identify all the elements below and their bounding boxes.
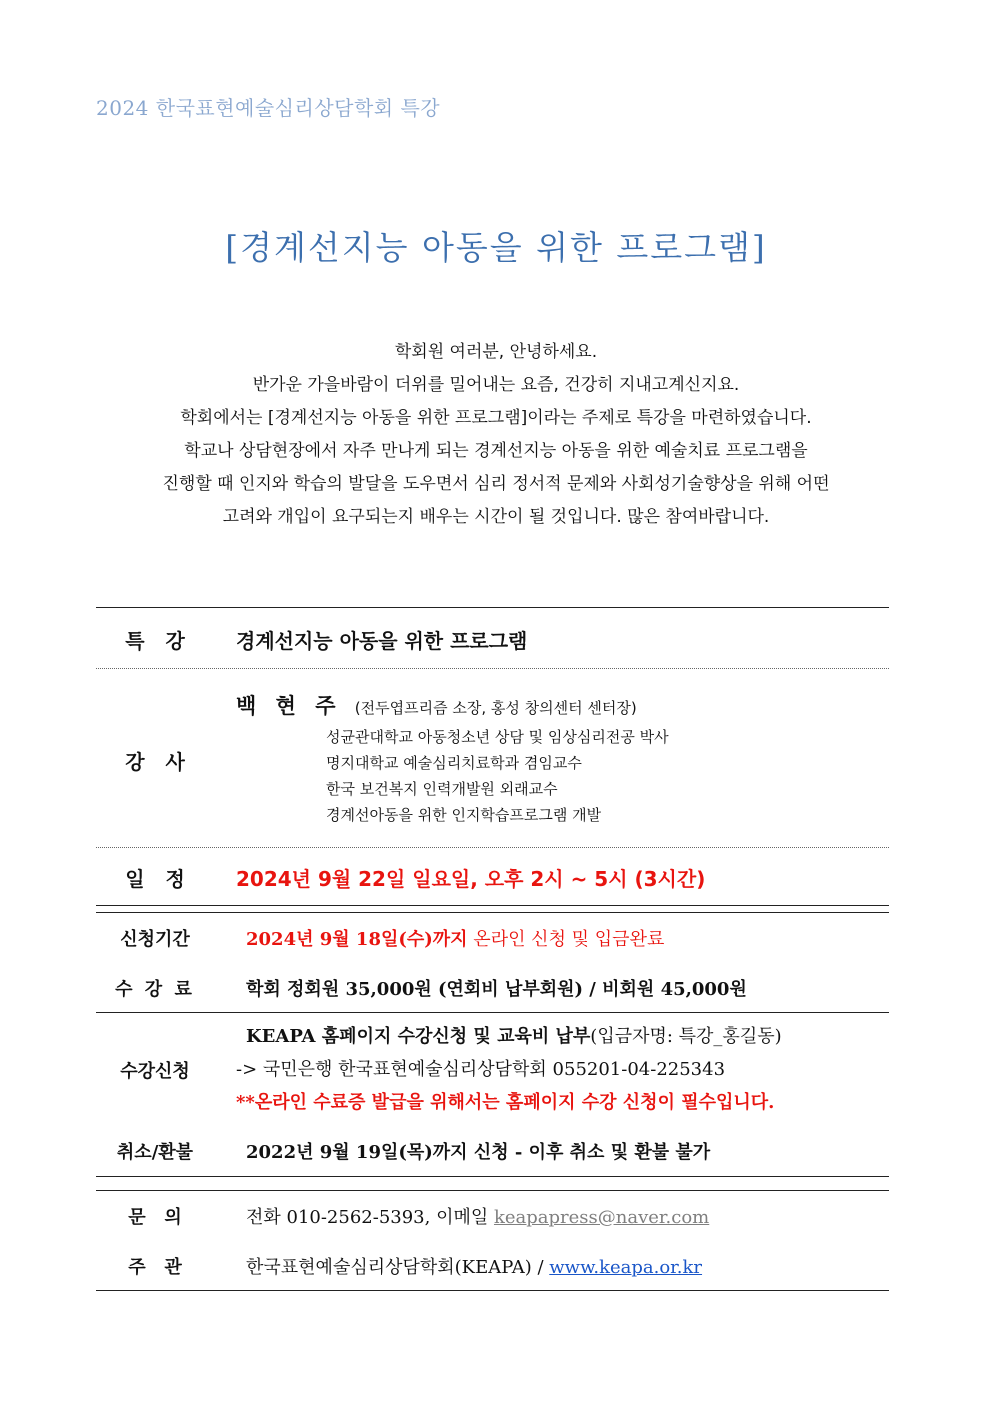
registration-notice: **온라인 수료증 발급을 위해서는 홈페이지 수강 신청이 필수입니다. bbox=[236, 1092, 775, 1113]
lecturer-credential: 명지대학교 예술심리치료학과 겸임교수 bbox=[326, 754, 582, 772]
refund-label: 취소/환불 bbox=[116, 1142, 194, 1163]
lecturer-affiliation: (전두엽프리즘 소장, 홍성 창의센터 센터장) bbox=[354, 699, 637, 717]
contact-label: 문 의 bbox=[128, 1207, 182, 1228]
website-link[interactable]: www.keapa.or.kr bbox=[549, 1257, 703, 1278]
page-title: [경계선지능 아동을 위한 프로그램] bbox=[225, 228, 767, 267]
fee-value: 학회 정회원 35,000원 (연회비 납부회원) / 비회원 45,000원 bbox=[246, 979, 747, 1000]
greeting-line: 반가운 가을바람이 더위를 밀어내는 요즘, 건강히 지내고계신지요. bbox=[252, 375, 740, 395]
table-bottom-rule bbox=[96, 1290, 889, 1291]
host-value bbox=[246, 1253, 702, 1279]
lecturer-credential: 경계선아동을 위한 인지학습프로그램 개발 bbox=[326, 806, 602, 824]
schedule-value: 2024년 9월 22일 일요일, 오후 2시 ~ 5시 (3시간) bbox=[236, 867, 706, 891]
section-rule bbox=[96, 905, 889, 906]
greeting-line: 고려와 개입이 요구되는지 배우는 시간이 될 것입니다. 많은 참여바랍니다. bbox=[222, 507, 770, 527]
contact-phone: 전화 010-2562-5393, 이메일 bbox=[246, 1207, 494, 1228]
refund-value: 2022년 9월 19일(목)까지 신청 - 이후 취소 및 환불 불가 bbox=[246, 1142, 711, 1163]
registration-method: KEAPA 홈페이지 수강신청 및 교육비 납부 bbox=[246, 1026, 591, 1047]
greeting-line: 학회에서는 [경계선지능 아동을 위한 프로그램]이라는 주제로 특강을 마련하였습니다. bbox=[180, 408, 812, 428]
lecture-label: 특 강 bbox=[125, 629, 185, 653]
lecturer-label: 강 사 bbox=[125, 750, 185, 774]
section-rule bbox=[96, 1190, 889, 1191]
header-subtitle: 2024 한국표현예술심리상담학회 특강 bbox=[96, 96, 441, 120]
registration-label: 수강신청 bbox=[120, 1061, 190, 1082]
row-divider bbox=[96, 1012, 889, 1013]
lecturer-credential: 한국 보건복지 인력개발원 외래교수 bbox=[326, 780, 558, 798]
registration-line1 bbox=[246, 1022, 782, 1048]
lecture-value: 경계선지능 아동을 위한 프로그램 bbox=[236, 629, 528, 653]
section-rule bbox=[96, 912, 889, 913]
section-rule bbox=[96, 1176, 889, 1177]
contact-email-link[interactable]: keapapress@naver.com bbox=[493, 1207, 710, 1228]
application-period-value bbox=[246, 925, 664, 951]
registration-depositor: (입금자명: 특강_홍길동) bbox=[590, 1026, 782, 1047]
contact-value bbox=[246, 1203, 709, 1229]
greeting-line: 학회원 여러분, 안녕하세요. bbox=[394, 342, 598, 362]
host-org: 한국표현예술심리상담학회(KEAPA) / bbox=[246, 1257, 550, 1278]
application-period-label: 신청기간 bbox=[120, 929, 190, 950]
fee-label: 수 강 료 bbox=[115, 979, 195, 1000]
row-divider bbox=[96, 847, 889, 848]
application-deadline: 2024년 9월 18일(수)까지 bbox=[246, 929, 468, 950]
greeting-line: 진행할 때 인지와 학습의 발달을 도우면서 심리 정서적 문제와 사회성기술향상을 위해 어떤 bbox=[162, 474, 830, 494]
lecturer-name-line bbox=[236, 690, 637, 720]
registration-bank-account: -> 국민은행 한국표현예술심리상담학회 055201-04-225343 bbox=[236, 1059, 726, 1080]
schedule-label: 일 정 bbox=[125, 867, 185, 891]
lecturer-credential: 성균관대학교 아동청소년 상담 및 임상심리전공 박사 bbox=[326, 728, 669, 746]
greeting-message bbox=[96, 336, 896, 534]
lecturer-name: 백 현 주 bbox=[236, 694, 342, 718]
application-note: 온라인 신청 및 입금완료 bbox=[467, 929, 665, 950]
row-divider bbox=[96, 668, 889, 669]
table-top-rule bbox=[96, 607, 889, 608]
greeting-line: 학교나 상담현장에서 자주 만나게 되는 경계선지능 아동을 위한 예술치료 프로그램을 bbox=[184, 441, 808, 461]
host-label: 주 관 bbox=[128, 1257, 182, 1278]
